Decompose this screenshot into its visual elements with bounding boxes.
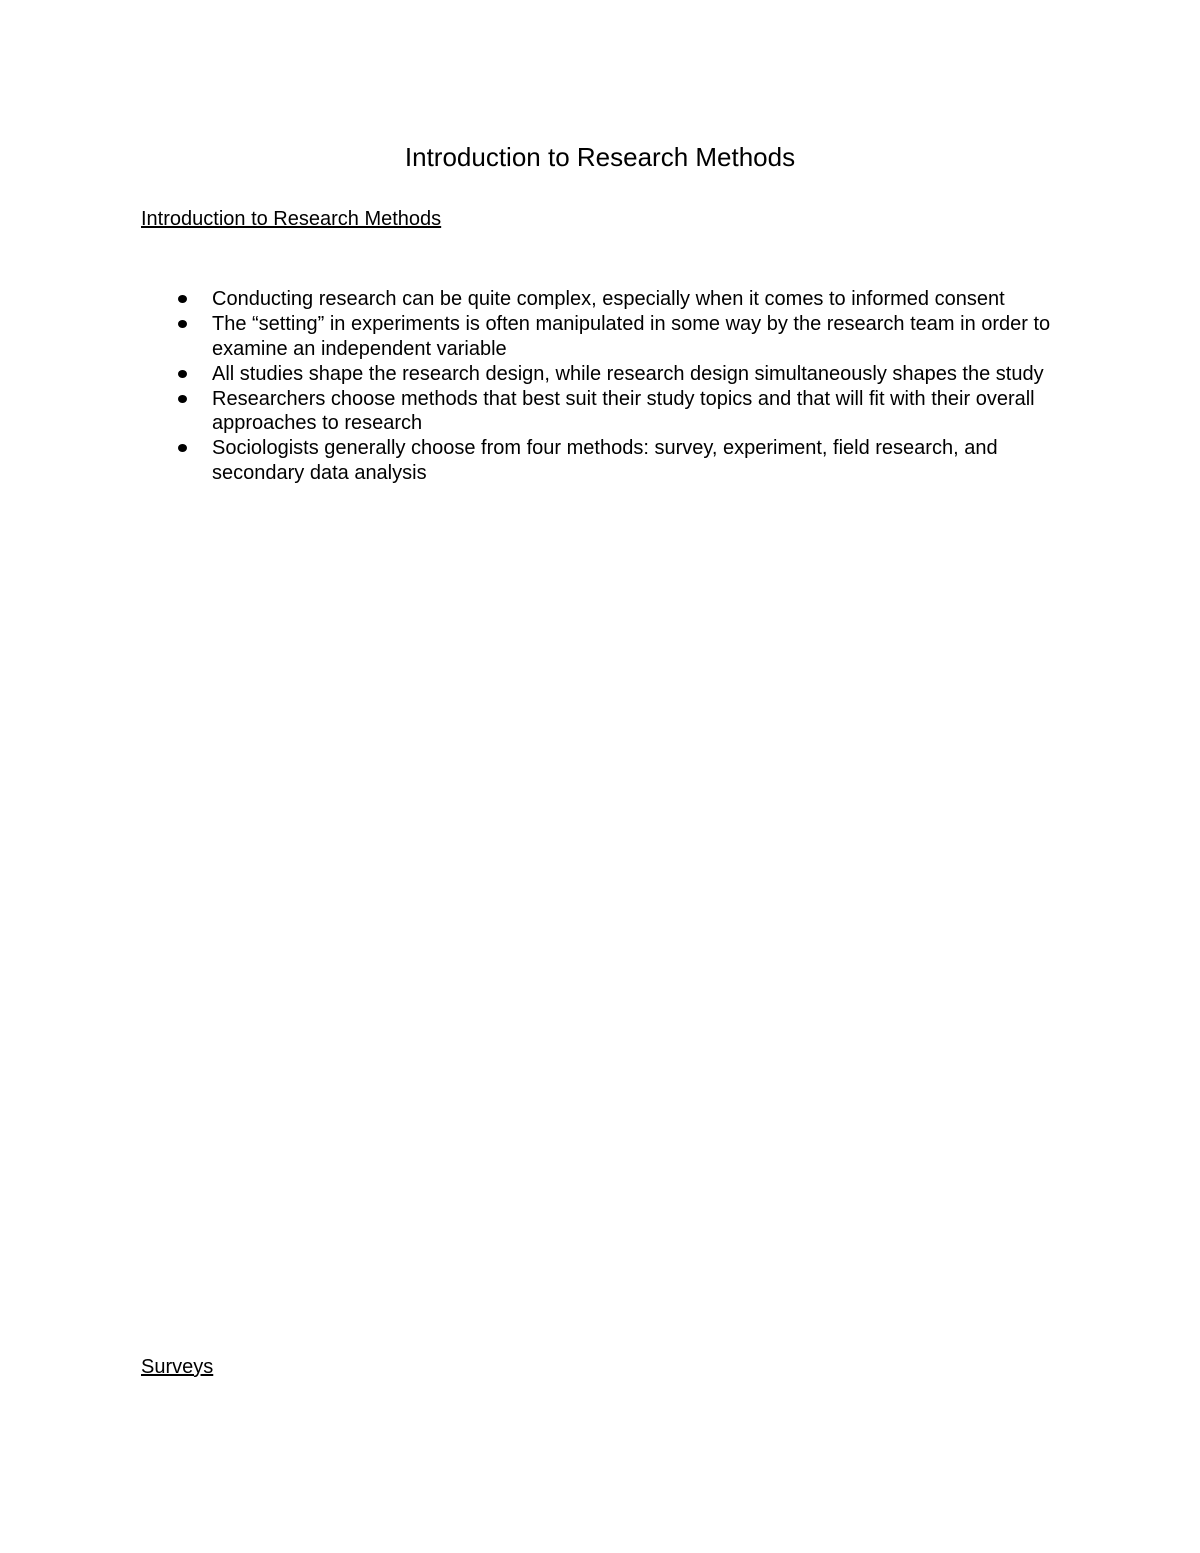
bullet-dot-icon xyxy=(178,370,187,378)
document-title: Introduction to Research Methods xyxy=(404,142,796,172)
list-item-text: The “setting” in experiments is often manipulated in some way by the research team in order to examine an independent variable xyxy=(212,313,1051,360)
section-heading-introduction: Introduction to Research Methods xyxy=(141,208,442,230)
bullet-dot-icon xyxy=(178,395,187,403)
list-item xyxy=(141,312,1061,361)
list-item-text: Conducting research can be quite complex, especially when it comes to informed consent xyxy=(212,288,1005,310)
bullet-dot-icon xyxy=(178,295,187,303)
introduction-bullet-list xyxy=(141,287,1061,486)
list-item xyxy=(141,436,1061,485)
list-item xyxy=(141,387,1061,436)
bullet-dot-icon xyxy=(178,444,187,452)
list-item xyxy=(141,287,1061,312)
list-item-text: All studies shape the research design, while research design simultaneously shapes the study xyxy=(212,362,1044,385)
list-item xyxy=(141,362,1061,387)
list-item-text: Sociologists generally choose from four methods: survey, experiment, field research, and secondary data analysis xyxy=(212,437,998,484)
section-heading-surveys: Surveys xyxy=(141,1356,214,1378)
bullet-dot-icon xyxy=(178,320,187,328)
list-item-text: Researchers choose methods that best suit their study topics and that will fit with their overall approaches to research xyxy=(212,387,1035,434)
